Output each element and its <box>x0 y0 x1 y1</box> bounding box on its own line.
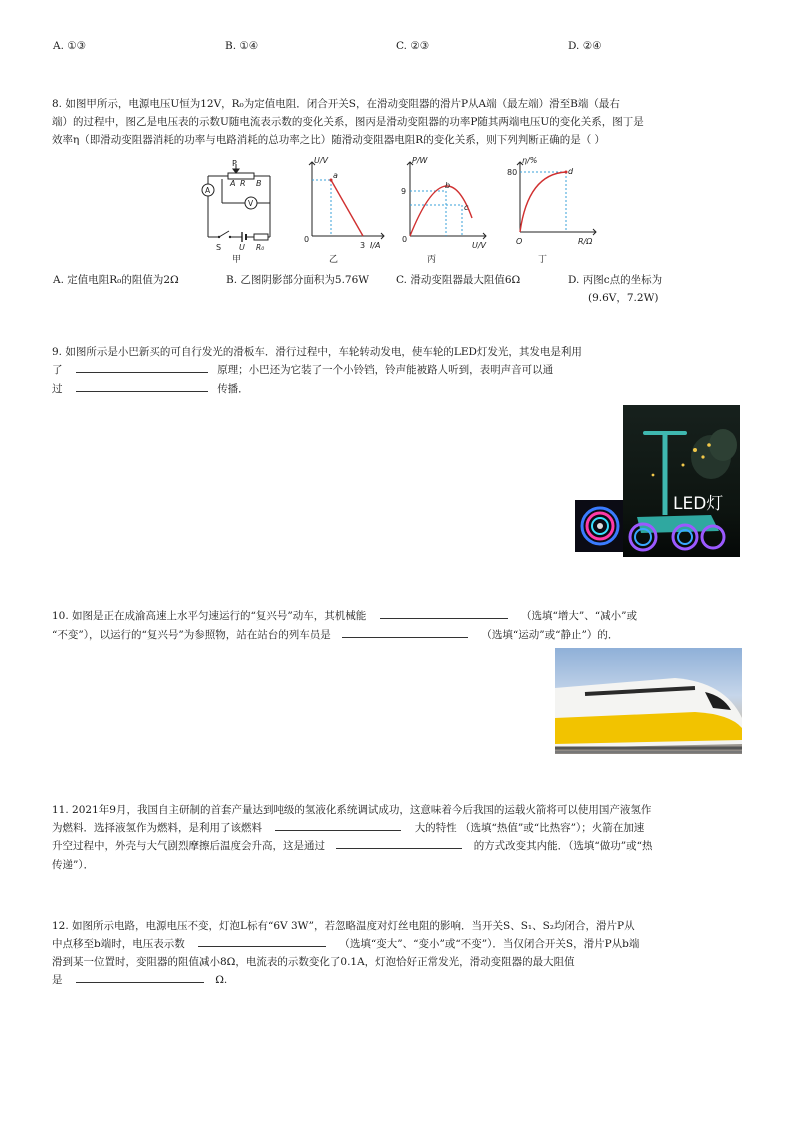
q11-stem-line2: 为燃料．选择液氢作为燃料，是利用了该燃料 大的特性 （选填“热值”或“比热容”）；火箭在加速 <box>52 822 645 834</box>
q8-graph-ding <box>506 152 602 252</box>
q7-option-a: A. ①③ <box>53 40 87 52</box>
graph-curve <box>520 172 566 232</box>
q9-stem-line1: 9. 如图所示是小巴新买的可自行发光的滑板车．滑行过程中，车轮转动发电，使车轮的LED灯发光，其发电是利用 <box>52 346 582 358</box>
q8-option-c: C. 滑动变阻器最大阻值6Ω <box>396 274 521 286</box>
q8-option-d: D. 丙图c点的坐标为 <box>568 274 663 286</box>
y-axis-label: P/W <box>412 156 428 165</box>
q10-stem-line1: 10. 如图是正在成渝高速上水平匀速运行的“复兴号”动车，其机械能 （选填“增大”、“减小”或 <box>52 610 637 622</box>
label-u: U <box>239 243 245 252</box>
caption-yi: 乙 <box>329 255 339 265</box>
q12-stem-line1: 12. 如图所示电路，电源电压不变，灯泡L标有“6V 3W”，若忽略温度对灯丝电阻的影响．当开关S、S₁、S₂均闭合，滑片P从 <box>52 920 635 932</box>
q7-option-c: C. ②③ <box>396 40 430 52</box>
r0-resistor <box>254 234 268 240</box>
voltmeter-label: V <box>248 199 254 208</box>
q8-stem-line3: 效率η（即滑动变阻器消耗的功率与电路消耗的总功率之比）随滑动变阻器电阻R的变化关系，则下列判断正确的是（ ） <box>52 134 606 146</box>
label-b: B <box>256 179 262 188</box>
origin-label: 0 <box>304 235 310 244</box>
q11-blank-2[interactable] <box>336 838 462 849</box>
q9-stem-line2: 了 原理；小巴还为它装了一个小铃铛，铃声能被路人听到，表明声音可以通 <box>52 364 554 376</box>
led-scooter-image <box>623 405 740 557</box>
q9-blank-1[interactable] <box>76 362 208 373</box>
caption-bing: 丙 <box>427 255 437 265</box>
origin-label: 0 <box>402 235 408 244</box>
label-r: R <box>240 179 246 188</box>
y-axis-label: η/% <box>522 156 538 165</box>
ammeter-label: A <box>205 186 211 195</box>
origin-label: O <box>516 237 523 246</box>
q12-blank-1[interactable] <box>198 936 326 947</box>
q9-blank-2[interactable] <box>76 381 208 392</box>
q8-circuit-figure-jia <box>192 155 288 257</box>
label-r0: R₀ <box>256 243 265 252</box>
q8-option-d-coordinate: (9.6V，7.2W) <box>588 292 659 304</box>
q10-blank-2[interactable] <box>342 627 468 638</box>
y-tick-9: 9 <box>401 187 407 196</box>
q7-option-b: B. ①④ <box>225 40 259 52</box>
q8-graph-yi <box>298 152 390 252</box>
q10-blank-1[interactable] <box>380 608 508 619</box>
point-d-label: d <box>568 167 574 176</box>
q9-stem-line3: 过 传播． <box>52 383 249 395</box>
x-axis-label: I/A <box>370 241 381 250</box>
led-wheel-closeup-image <box>575 500 625 552</box>
caption-jia: 甲 <box>232 255 242 265</box>
label-p: P <box>232 159 237 168</box>
y-axis-label: U/V <box>314 156 329 165</box>
q11-stem-line1: 11. 2021年9月，我国自主研制的首套产量达到吨级的氢液化系统调试成功，这意味着今后我国的运载火箭将可以使用国产液氢作 <box>52 804 652 816</box>
y-tick-80: 80 <box>507 168 518 177</box>
q7-option-d: D. ②④ <box>568 40 602 52</box>
led-light-label: LED灯 <box>673 494 724 514</box>
switch-lever <box>219 231 229 237</box>
q11-stem-line4: 传递”）． <box>52 859 95 871</box>
q8-stem-line2: 端）的过程中，图乙是电压表的示数U随电流表示数的变化关系，图丙是滑动变阻器的功率P随其两端电压U的变化关系，图丁是 <box>52 116 644 128</box>
q12-stem-line4: 是 Ω. <box>52 974 228 986</box>
x-tick-3: 3 <box>360 241 366 250</box>
q11-stem-line3: 升空过程中，外壳与大气剧烈摩擦后温度会升高，这是通过 的方式改变其内能．（选填“做功”或“热 <box>52 840 653 852</box>
q8-option-b: B. 乙图阴影部分面积为5.76W <box>226 274 370 286</box>
point-a-label: a <box>333 171 338 180</box>
label-a: A <box>230 179 236 188</box>
q8-option-a: A. 定值电阻R₀的阻值为2Ω <box>53 274 179 286</box>
label-s: S <box>216 243 222 252</box>
caption-ding: 丁 <box>538 255 548 265</box>
point-b-label: b <box>445 181 451 190</box>
graph-curve <box>410 186 472 236</box>
fuxing-train-image <box>555 648 742 754</box>
point-c-label: c <box>464 203 469 212</box>
q12-stem-line2: 中点移至b端时，电压表示数 （选填“变大”、“变小”或“不变”）．当仅闭合开关S，滑片P从b端 <box>52 938 640 950</box>
x-axis-label: R/Ω <box>578 237 593 246</box>
q10-stem-line2: “不变”），以运行的“复兴号”为参照物，站在站台的列车员是 （选填“运动”或“静止”）的． <box>52 629 619 641</box>
graph-line <box>331 180 363 236</box>
x-axis-label: U/V <box>472 241 487 250</box>
q11-blank-1[interactable] <box>275 820 401 831</box>
q12-blank-2[interactable] <box>76 972 204 983</box>
q8-graph-bing <box>396 152 492 252</box>
q12-stem-line3: 滑到某一位置时，变阻器的阻值减小8Ω，电流表的示数变化了0.1A，灯泡恰好正常发光，滑动变阻器的最大阻值 <box>52 956 575 968</box>
q8-stem-line1: 8. 如图甲所示，电源电压U恒为12V，R₀为定值电阻．闭合开关S，在滑动变阻器的滑片P从A端（最左端）滑至B端（最右 <box>52 98 620 110</box>
